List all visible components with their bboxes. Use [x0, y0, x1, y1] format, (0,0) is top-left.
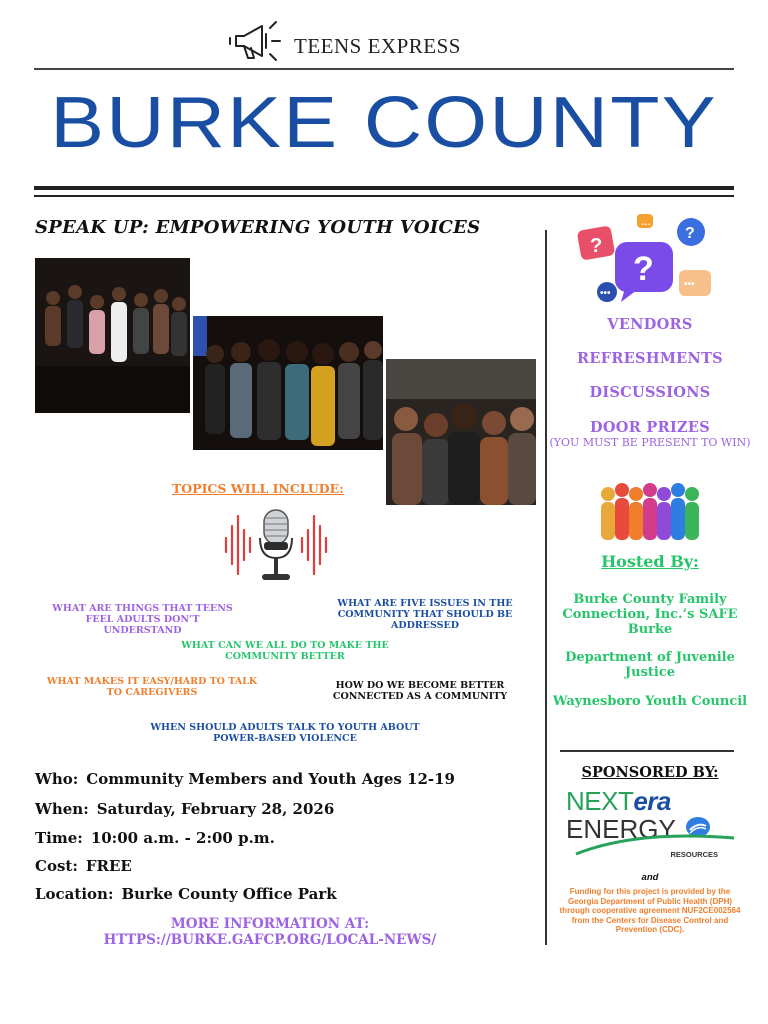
youth-group-photo-2 [193, 316, 383, 450]
funding-statement: Funding for this project is provided by the Georgia Department of Public Health (DPH) through cooperative agreement NUF2CE002564 from the Centers for Disease Control and Prevention (CDC). [559, 887, 741, 935]
perk-item: DOOR PRIZES [589, 419, 711, 436]
nextera-energy-logo [566, 786, 736, 866]
detail-value: Community Members and Youth Ages 12-19 [86, 770, 455, 788]
detail-value: FREE [85, 857, 132, 875]
detail-label: Time: [35, 829, 83, 847]
svg-text:?: ? [590, 235, 603, 257]
and-text: and [641, 872, 659, 883]
divider-double-thick [34, 186, 734, 190]
detail-value: Burke County Office Park [121, 885, 337, 903]
perk-item: DISCUSSIONS [589, 384, 711, 401]
detail-label: Who: [35, 770, 79, 788]
detail-label: Location: [35, 885, 114, 903]
svg-text:?: ? [685, 225, 695, 242]
topics-heading: TOPICS WILL INCLUDE: [172, 481, 344, 496]
detail-location [35, 885, 337, 903]
divider-double-thin [34, 195, 734, 197]
host-item: Waynesboro Youth Council [552, 694, 748, 709]
topic-item: WHAT ARE FIVE ISSUES IN THE COMMUNITY THAT SHOULD BE ADDRESSED [337, 598, 513, 631]
question-chat-icon [575, 208, 717, 304]
topic-item: WHAT MAKES IT EASY/HARD TO TALK TO CAREGIVERS [46, 676, 258, 698]
host-item: Department of Juvenile Justice [565, 650, 735, 680]
detail-label: When: [35, 800, 89, 818]
microphone-icon [220, 508, 332, 586]
topic-item: HOW DO WE BECOME BETTER CONNECTED AS A COMMUNITY [332, 680, 508, 702]
perk-note: (YOU MUST BE PRESENT TO WIN) [549, 436, 751, 449]
megaphone-icon [228, 14, 288, 64]
detail-when [35, 800, 334, 818]
more-info-link[interactable]: HTTPS://BURKE.GAFCP.ORG/LOCAL-NEWS/ [103, 932, 437, 948]
people-group-icon [596, 480, 706, 544]
youth-group-photo-1 [35, 258, 190, 413]
svg-text:•••: ••• [600, 288, 611, 299]
perk-item: VENDORS [607, 316, 693, 333]
brand-name: TEENS EXPRESS [294, 34, 461, 58]
logo-next: NEXTera [566, 786, 671, 816]
more-info [50, 916, 490, 948]
topic-item: WHAT CAN WE ALL DO TO MAKE THE COMMUNITY BETTER [181, 640, 389, 662]
detail-label: Cost: [35, 857, 78, 875]
event-subtitle: SPEAK UP: EMPOWERING YOUTH VOICES [35, 217, 481, 238]
divider-sponsor [560, 750, 734, 752]
host-item: Burke County Family Connection, Inc.’s SAFE Burke [562, 592, 738, 637]
brand-header [228, 14, 488, 64]
detail-cost [35, 857, 132, 875]
svg-text:•••: ••• [684, 279, 695, 290]
detail-time [35, 829, 275, 847]
detail-value: 10:00 a.m. - 2:00 p.m. [90, 829, 275, 847]
logo-era: era [633, 786, 671, 816]
logo-resources: RESOURCES [670, 850, 718, 859]
youth-group-photo-3 [386, 359, 536, 505]
detail-who [35, 770, 455, 788]
perk-item: REFRESHMENTS [577, 350, 723, 367]
more-info-label: MORE INFORMATION AT: [170, 916, 370, 932]
svg-text:?: ? [633, 250, 654, 288]
page-title: BURKE COUNTY [50, 83, 718, 163]
sponsored-by-heading: SPONSORED BY: [581, 764, 719, 781]
divider-top [34, 68, 734, 70]
topic-item: WHAT ARE THINGS THAT TEENS FEEL ADULTS DON’T UNDERSTAND [52, 603, 233, 636]
column-divider [545, 230, 547, 945]
topic-item: WHEN SHOULD ADULTS TALK TO YOUTH ABOUT POWER-BASED VIOLENCE [150, 722, 420, 744]
detail-value: Saturday, February 28, 2026 [96, 800, 335, 818]
hosted-by-heading: Hosted By: [601, 552, 699, 571]
logo-energy: ENERGY [566, 814, 676, 844]
svg-text:…: … [641, 217, 651, 228]
